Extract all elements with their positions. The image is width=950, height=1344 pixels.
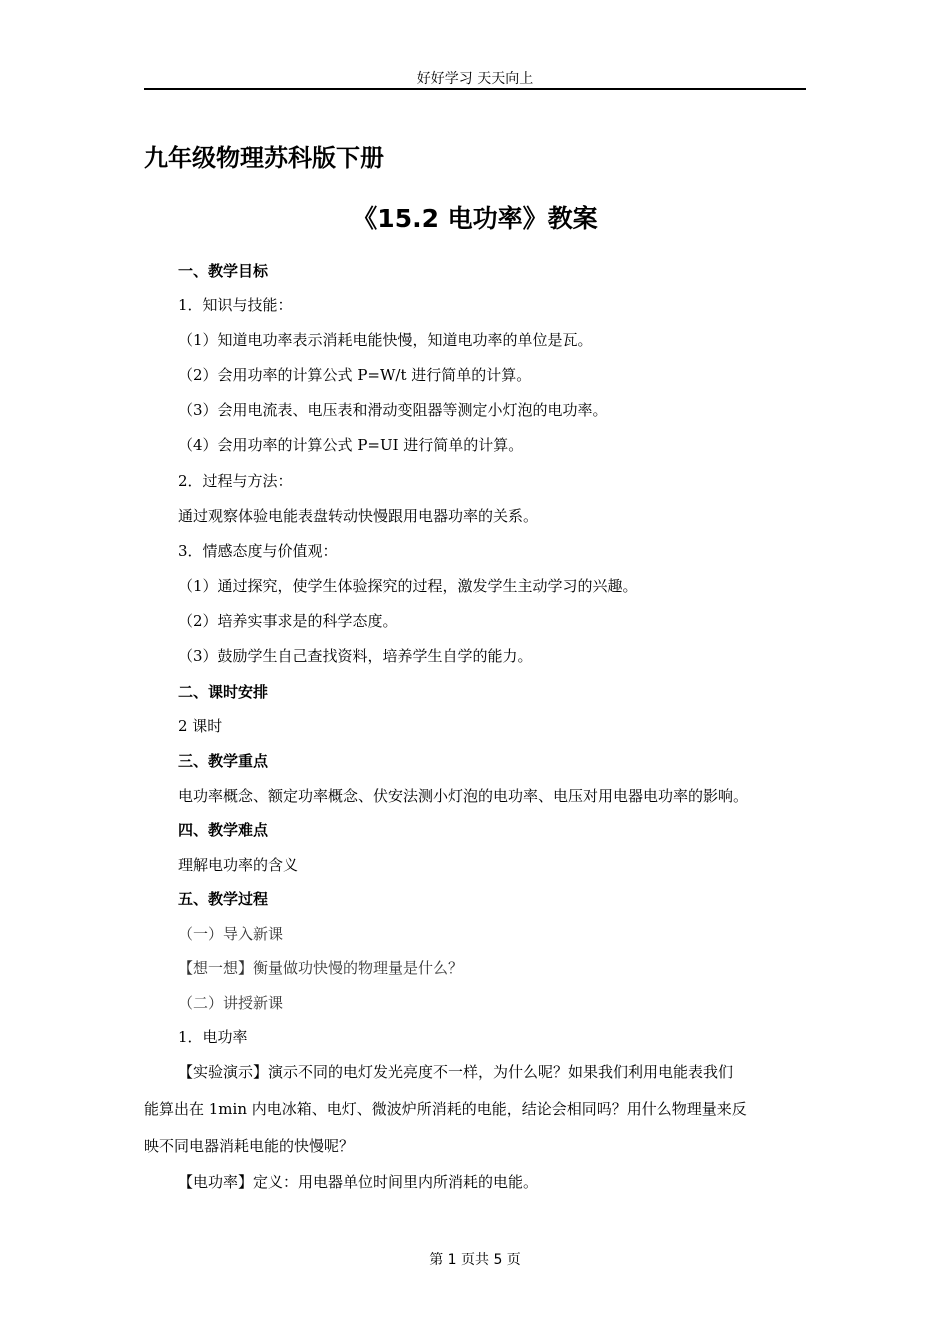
list-item: （2）会用功率的计算公式 P=W/t 进行简单的计算。 [178, 366, 532, 384]
list-item: （1）通过探究，使学生体验探究的过程，激发学生主动学习的兴趣。 [178, 577, 638, 595]
page-footer: 第 1 页共 5 页 [429, 1252, 521, 1268]
paragraph-knowledge-skills: 1．知识与技能： [178, 296, 293, 314]
paragraph-text: 【想一想】衡量做功快慢的物理量是什么？ [178, 959, 464, 977]
header-divider [144, 88, 806, 90]
paragraph-text: 通过观察体验电能表盘转动快慢跟用电器功率的关系。 [178, 507, 539, 525]
section-heading-objectives: 一、教学目标 [178, 262, 269, 280]
list-item: （2）培养实事求是的科学态度。 [178, 612, 398, 630]
list-item: （3）鼓励学生自己查找资料，培养学生自学的能力。 [178, 647, 533, 665]
section-heading-key-points: 三、教学重点 [178, 752, 269, 770]
paragraph-demo-line: 映不同电器消耗电能的快慢呢？ [144, 1137, 355, 1155]
subsection-heading-lecture: （二）讲授新课 [178, 994, 284, 1012]
list-item: （4）会用功率的计算公式 P=UI 进行简单的计算。 [178, 436, 524, 454]
paragraph-demo-line: 能算出在 1min 内电冰箱、电灯、微波炉所消耗的电能，结论会相同吗？用什么物理量来反 [144, 1100, 747, 1118]
page-header: 好好学习 天天向上 [416, 71, 534, 87]
paragraph-definition: 【电功率】定义：用电器单位时间里内所消耗的电能。 [178, 1173, 539, 1191]
section-heading-difficulties: 四、教学难点 [178, 821, 269, 839]
paragraph-electric-power: 1．电功率 [178, 1028, 248, 1046]
list-item: （3）会用电流表、电压表和滑动变阻器等测定小灯泡的电功率。 [178, 401, 608, 419]
document-title: 九年级物理苏科版下册 [144, 144, 384, 172]
paragraph-process-method: 2．过程与方法： [178, 472, 293, 490]
paragraph-text: 理解电功率的含义 [178, 856, 299, 874]
subsection-heading-intro: （一）导入新课 [178, 925, 284, 943]
section-heading-process: 五、教学过程 [178, 890, 269, 908]
section-heading-schedule: 二、课时安排 [178, 683, 269, 701]
paragraph-attitude-values: 3．情感态度与价值观： [178, 542, 338, 560]
document-subtitle: 《15.2 电功率》教案 [352, 204, 598, 233]
list-item: （1）知道电功率表示消耗电能快慢，知道电功率的单位是瓦。 [178, 331, 593, 349]
paragraph-text: 2 课时 [178, 717, 223, 735]
paragraph-text: 电功率概念、额定功率概念、伏安法测小灯泡的电功率、电压对用电器电功率的影响。 [178, 787, 749, 805]
paragraph-demo-line: 【实验演示】演示不同的电灯发光亮度不一样，为什么呢？如果我们利用电能表我们 [178, 1063, 734, 1081]
